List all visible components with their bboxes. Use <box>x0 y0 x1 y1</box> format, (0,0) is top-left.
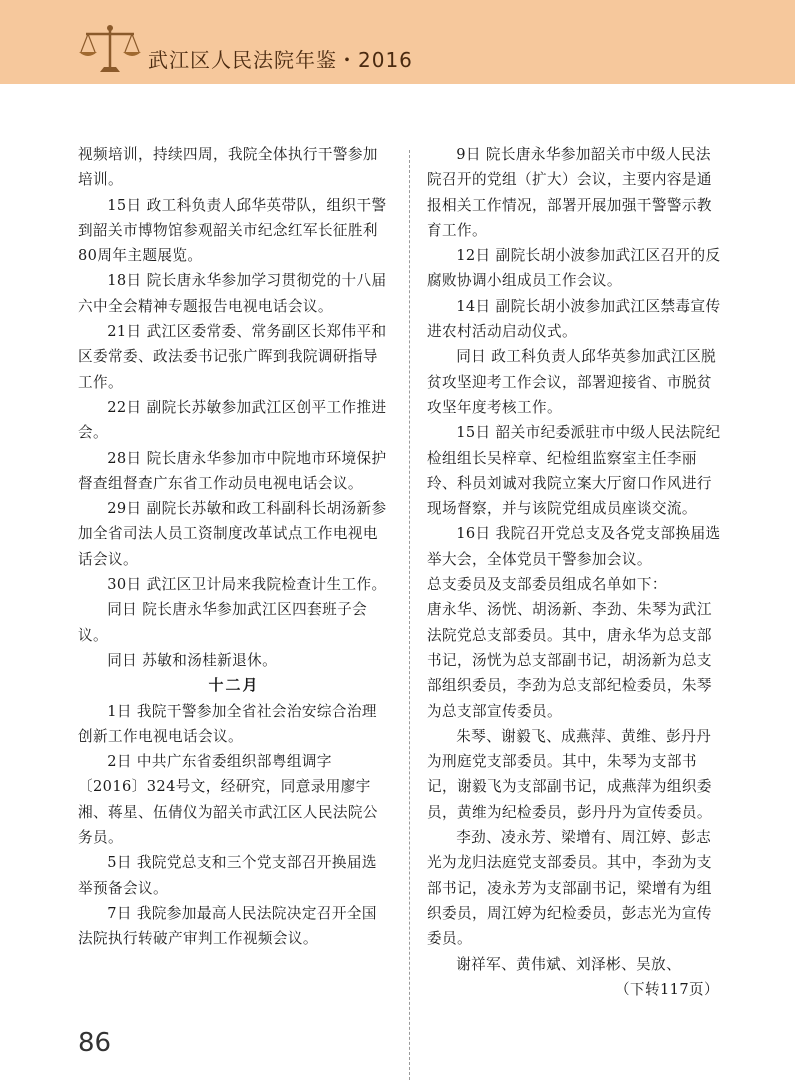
paragraph: 28日 院长唐永华参加市中院地市环境保护督查组督查广东省工作动员电视电话会议。 <box>78 449 387 492</box>
paragraph: 18日 院长唐永华参加学习贯彻党的十八届六中全会精神专题报告电视电话会议。 <box>78 272 387 315</box>
paragraph: 7日 我院参加最高人民法院决定召开全国法院执行转破产审判工作视频会议。 <box>78 904 377 948</box>
paragraph: 14日 副院长胡小波参加武江区禁毒宣传进农村活动启动仪式。 <box>427 297 721 341</box>
column-divider <box>409 150 410 1080</box>
paragraph: 15日 政工科负责人邱华英带队，组织干警到韶关市博物馆参观韶关市纪念红军长征胜利80周年主题展览。 <box>78 196 387 265</box>
paragraph: 21日 武江区委常委、常务副区长郑伟平和区委常委、政法委书记张广晖到我院调研指导工作。 <box>78 323 387 391</box>
paragraph: 12日 副院长胡小波参加武江区召开的反腐败协调小组成员工作会议。 <box>427 247 721 290</box>
section-heading-december: 十二月 <box>208 676 260 695</box>
paragraph: 1日 我院干警参加全省社会治安综合治理创新工作电视电话会议。 <box>78 702 377 745</box>
paragraph: 5日 我院党总支和三个党支部召开换届选举预备会议。 <box>78 854 377 897</box>
paragraph: 总支委员及支部委员组成名单如下： <box>427 576 667 594</box>
paragraph: 22日 副院长苏敏参加武江区创平工作推进会。 <box>78 398 387 442</box>
paragraph: 16日 我院召开党总支及各党支部换届选举大会，全体党员干警参加会议。 <box>427 525 721 568</box>
yearbook-title: 武江区人民法院年鉴・2016 <box>148 48 413 72</box>
paragraph: 15日 韶关市纪委派驻市中级人民法院纪检组组长吴梓章、纪检组监察室主任李丽玲、科员刘诚对我院立案大厅窗口作风进行现场督察，并与该院党组成员座谈交流。 <box>427 424 721 518</box>
paragraph: 视频培训，持续四周，我院全体执行干警参加培训。 <box>78 146 378 189</box>
page-header <box>0 0 795 84</box>
page-number: 86 <box>78 1028 112 1058</box>
paragraph: 30日 武江区卫计局来我院检查计生工作。 <box>107 576 387 594</box>
paragraph: 同日 政工科负责人邱华英参加武江区脱贫攻坚迎考工作会议，部署迎接省、市脱贫攻坚年度考核工作。 <box>427 348 717 416</box>
paragraph: 9日 院长唐永华参加韶关市中级人民法院召开的党组（扩大）会议，主要内容是通报相关工作情况，部署开展加强干警警示教育工作。 <box>427 146 712 239</box>
paragraph: 朱琴、谢毅飞、成燕萍、黄维、彭丹丹为刑庭党支部委员。其中，朱琴为支部书记，谢毅飞为支部副书记，成燕萍为组织委员，黄维为纪检委员，彭丹丹为宣传委员。 <box>427 727 712 821</box>
paragraph: 谢祥军、黄伟斌、刘泽彬、吴放、 <box>456 955 682 973</box>
right-column <box>427 142 723 1002</box>
continued-note: （下转117页） <box>614 980 719 998</box>
paragraph: 同日 苏敏和汤桂新退休。 <box>107 651 278 669</box>
paragraph: 唐永华、汤恍、胡汤新、李劲、朱琴为武江法院党总支部委员。其中，唐永华为总支部书记，汤恍为总支部副书记，胡汤新为总支部组织委员，李劲为总支部纪检委员，朱琴为总支部宣传委员。 <box>427 601 712 720</box>
paragraph: 同日 院长唐永华参加武江区四套班子会议。 <box>78 601 368 644</box>
scales-of-justice-icon <box>78 24 142 74</box>
paragraph: 29日 副院长苏敏和政工科副科长胡汤新参加全省司法人员工资制度改革试点工作电视电话会议。 <box>78 500 387 568</box>
left-column <box>78 142 390 952</box>
paragraph: 李劲、凌永芳、梁增有、周江婷、彭志光为龙归法庭党支部委员。其中，李劲为支部书记，凌永芳为支部副书记，梁增有为组织委员，周江婷为纪检委员，彭志光为宣传委员。 <box>427 829 712 948</box>
paragraph: 2日 中共广东省委组织部粤组调字〔2016〕324号文，经研究，同意录用廖宇湘、蒋星、伍倩仪为韶关市武江区人民法院公务员。 <box>78 753 378 847</box>
